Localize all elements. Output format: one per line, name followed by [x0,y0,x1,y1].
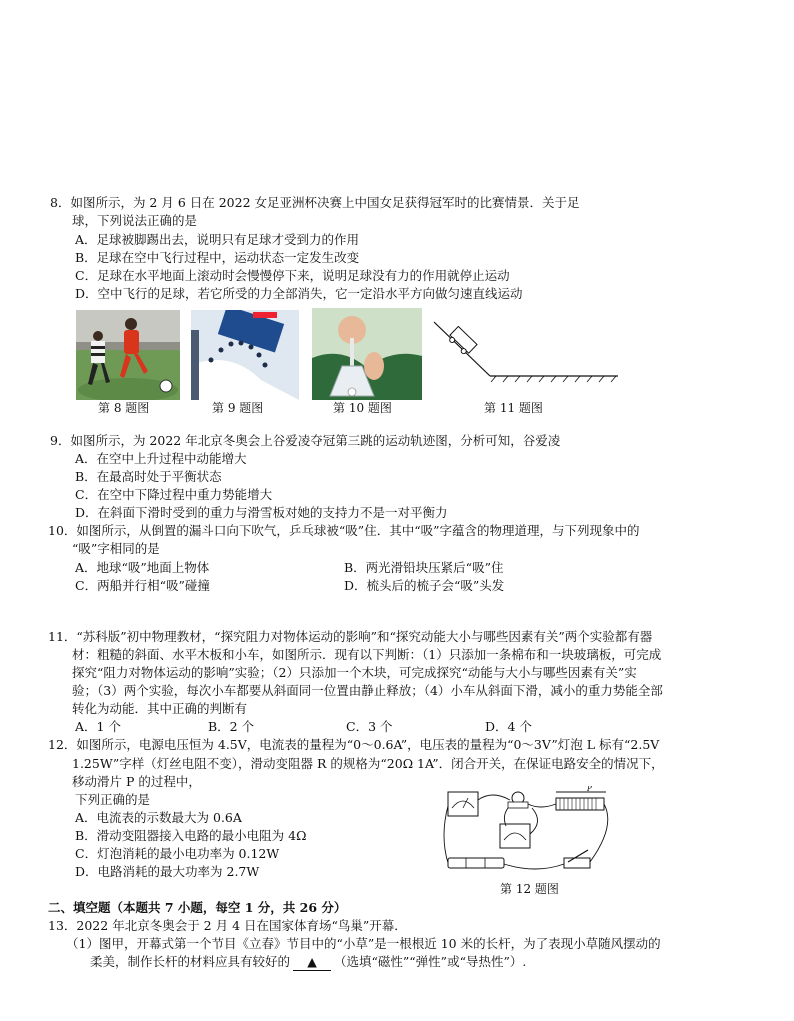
q12-line1: 12．如图所示，电源电压恒为 4.5V，电流表的量程为“0～0.6A”，电压表的量程为“0～3V”灯泡 L 标有“2.5V [48,737,660,752]
q11-line2: 材：粗糙的斜面、水平木板和小车，如图所示．现有以下判断：（1）只添加一条棉布和一块玻璃板，可完成 [72,647,662,662]
q11-option-c: C．3 个 [346,719,393,734]
q10-option-d: D．梳头后的梳子会“吸”头发 [344,578,505,593]
funnel-photo [312,308,422,400]
q10-option-c: C．两船并行相“吸”碰撞 [75,578,210,593]
q10-option-b: B．两光滑铅块压紧后“吸”住 [344,560,504,575]
incline-cart-diagram [430,318,624,384]
q11-option-a: A．1 个 [75,719,121,734]
q11-option-b: B．2 个 [208,719,255,734]
q13-line3-choices: （选填“磁性”“弹性”或“导热性”）. [334,954,527,969]
ski-jump-photo [191,310,299,400]
q8-option-d: D．空中飞行的足球，若它所受的力全部消失，它一定沿水平方向做匀速直线运动 [75,286,523,301]
q9-stem: 9．如图所示，为 2022 年北京冬奥会上谷爱凌夺冠第三跳的运动轨迹图，分析可知，谷爱凌 [50,433,561,448]
q10-option-a: A．地球“吸”地面上物体 [75,560,210,575]
q13-line3 [90,953,526,971]
q8-option-a: A．足球被脚踢出去，说明只有足球才受到力的作用 [75,232,360,247]
q12-line4: 下列正确的是 [75,792,151,807]
q10-stem-line2: “吸”字相同的是 [72,541,160,556]
q12-line3: 移动滑片 P 的过程中， [72,774,201,789]
q9-option-d: D．在斜面下滑时受到的重力与滑雪板对她的支持力不是一对平衡力 [75,505,448,520]
q8-option-b: B．足球在空中飞行过程中，运动状态一定发生改变 [75,250,360,265]
q8-option-c: C．足球在水平地面上滚动时会慢慢停下来，说明足球没有力的作用就停止运动 [75,268,510,283]
q12-option-b: B．滑动变阻器接入电路的最小电阻为 4Ω [75,828,307,843]
q11-option-d: D．4 个 [485,719,532,734]
figure-caption-9: 第 9 题图 [212,401,264,415]
q9-option-a: A．在空中上升过程中动能增大 [75,451,247,466]
section-2-heading: 二、填空题（本题共 7 小题，每空 1 分，共 26 分） [48,900,347,915]
figure-caption-12: 第 12 题图 [500,882,559,896]
q9-option-c: C．在空中下降过程中重力势能增大 [75,487,273,502]
q12-line2: 1.25W”字样（灯丝电阻不变），滑动变阻器 R 的规格为“20Ω 1A”．闭合开关，在保证电路安全的情况下， [72,756,664,771]
q12-option-a: A．电流表的示数最大为 0.6A [75,810,242,825]
figure-caption-10: 第 10 题图 [333,401,392,415]
q12-option-d: D．电路消耗的最大功率为 2.7W [75,864,260,879]
q11-line3: 探究“阻力对物体运动的影响”实验；（2）只添加一个木块，可完成探究“动能与大小与哪些因素有关”实 [72,665,637,680]
q13-line1: 13．2022 年北京冬奥会于 2 月 4 日在国家体育场“鸟巢”开幕． [48,918,407,933]
soccer-photo [76,310,180,400]
q8-stem-line2: 球，下列说法正确的是 [72,213,198,228]
q8-stem-line1: 8．如图所示，为 2 月 6 日在 2022 女足亚洲杯决赛上中国女足获得冠军时的比赛情景．关于足 [50,195,580,210]
q11-line5: 转化为动能．其中正确的判断有 [72,701,248,716]
q11-line1: 11．“苏科版”初中物理教材，“探究阻力对物体运动的影响”和“探究动能大小与哪些因素有关”两个实验都有器 [48,629,653,644]
figure-caption-8: 第 8 题图 [98,401,150,415]
q13-line2: （1）图甲，开幕式第一个节目《立春》节目中的“小草”是一根根近 10 米的长杆，为了表现小草随风摆动的 [66,936,661,951]
q9-option-b: B．在最高时处于平衡状态 [75,469,222,484]
figure-caption-11: 第 11 题图 [484,401,543,415]
svg-text:P: P [587,786,592,793]
q12-option-c: C．灯泡消耗的最小电功率为 0.12W [75,846,280,861]
q13-answer-blank[interactable]: ▲ [293,953,331,971]
circuit-diagram [440,786,616,878]
q10-stem-line1: 10．如图所示，从倒置的漏斗口向下吹气，乒乓球被“吸”住．其中“吸”字蕴含的物理道理，与下列现象中的 [48,523,640,538]
q11-line4: 验；（3）两个实验，每次小车都要从斜面同一位置由静止释放；（4）小车从斜面下滑，减小的重力势能全部 [72,683,663,698]
q13-line3-text: 柔美，制作长杆的材料应具有较好的 [90,954,291,969]
